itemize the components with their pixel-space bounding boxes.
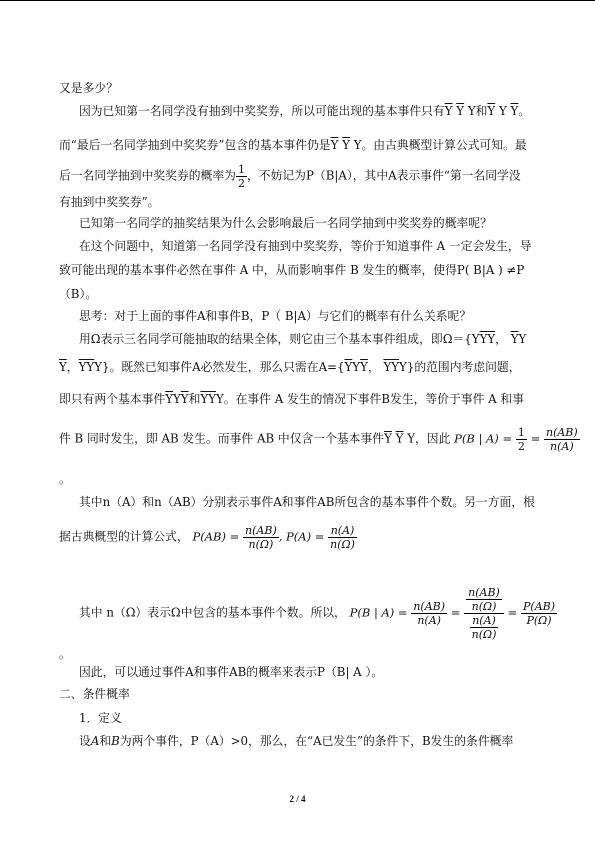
event-y: Y <box>353 138 362 152</box>
numerator: P(AB) <box>523 600 556 613</box>
event-ybar: $\overline{Y}$ <box>383 360 392 374</box>
fraction-nab-over-nomega <box>243 524 279 551</box>
event-ybar: $\overline{Y}$ <box>86 360 95 374</box>
event-ybar: $\overline{Y}$ <box>165 392 173 406</box>
text-line-17 <box>59 524 357 551</box>
text-line-19: 。 <box>59 647 71 661</box>
text: 因为已知第一名同学没有抽到中奖奖券，所以可能出现的基本事件只有 <box>79 104 445 118</box>
section-heading: 二、条件概率 <box>59 687 130 701</box>
text: 。 <box>518 104 531 118</box>
text: 。由古典概型计算公式可知。最 <box>361 138 527 152</box>
text-line-20: 因此，可以通过事件A和事件AB的概率来表示P（B| A ）。 <box>79 665 384 679</box>
text-line-16: 其中n（A）和n（AB）分别表示事件A和事件AB所包含的基本事件个数。另一方面，根 <box>79 495 535 509</box>
text-line-15: 。 <box>59 472 71 486</box>
text: 据古典概型的计算公式， <box>59 529 189 544</box>
denominator <box>464 614 504 641</box>
event-y: Y <box>471 332 480 346</box>
equals-sign: = <box>507 605 518 620</box>
denominator: n(Ω) <box>330 538 355 551</box>
event-ybar: $\overline{Y}$ <box>395 431 404 446</box>
text: 。在事件 A 发生的情况下事件B发生，等价于事件 A 和事 <box>223 392 525 406</box>
equals-sign: = <box>450 605 461 620</box>
event-ybar: $\overline{Y}$ <box>487 332 496 346</box>
numerator: n(A) <box>328 524 357 538</box>
compound-fraction <box>464 586 504 641</box>
formula-pab: P(AB) = <box>192 529 240 544</box>
denominator: n(Ω) <box>471 628 497 641</box>
text: ，不妨记为P（B|A），其中A表示事件“第一名同学没 <box>246 168 521 183</box>
page-number: 2 / 4 <box>289 794 306 804</box>
text: ， <box>367 360 380 374</box>
text-line-7: 在这个问题中，知道第一名同学没有抽到中奖奖券，等价于知道事件 A 一定会发生，导 <box>79 239 532 253</box>
event-y: Y <box>518 332 527 346</box>
formula-pba: P(B | A) = <box>349 605 408 620</box>
event-ybar: $\overline{Y}$ <box>479 332 488 346</box>
event-y: Y <box>467 104 476 118</box>
event-ybar: $\overline{Y}$ <box>200 392 209 406</box>
event-ybar: $\overline{Y}$ <box>180 392 189 406</box>
text: 和 <box>475 104 488 118</box>
formula-pa: , P(A) = <box>278 529 325 544</box>
text: 和 <box>188 392 201 406</box>
text: 其中 n（Ω）表示Ω中包含的基本事件个数。所以， <box>79 605 346 620</box>
event-ybar: $\overline{Y}$ <box>487 104 496 118</box>
numerator: 1 <box>517 426 525 439</box>
text-line-6: 已知第一名同学的抽奖结果为什么会影响最后一名同学抽到中奖奖券的概率呢？ <box>79 216 492 230</box>
event-ybar: $\overline{Y}$ <box>360 360 368 374</box>
text: 为两个事件，P（A）>0，那么，在“A已发生”的条件下，B发生的条件概率 <box>119 734 514 748</box>
event-ybar: $\overline{Y}$ <box>444 104 453 118</box>
event-y: Y <box>94 360 102 374</box>
numerator: n(A) <box>470 614 499 628</box>
event-ybar: $\overline{Y}$ <box>344 360 353 374</box>
equals-sign: = <box>530 431 541 446</box>
event-ybar: $\overline{Y}$ <box>456 104 465 118</box>
event-y: Y <box>352 360 361 374</box>
denominator: 2 <box>237 177 245 190</box>
text-line-10: 思考：对于上面的事件A和事件B，P（ B|A）与它们的概率有什么关系呢？ <box>79 309 472 323</box>
fraction-nab-over-na <box>544 426 580 453</box>
event-y: Y <box>399 360 407 374</box>
text-line-14 <box>59 426 580 453</box>
text: ， <box>495 332 507 346</box>
fraction-pab-over-pomega <box>521 600 557 627</box>
text-line-13 <box>59 391 524 407</box>
numerator: n(AB) <box>245 524 277 537</box>
text-line-11 <box>79 331 526 347</box>
event-ybar: $\overline{Y}$ <box>510 104 519 118</box>
fraction-nab-over-na <box>411 600 447 627</box>
text: }。既然已知事件A必然发生，那么只需在A={ <box>102 360 345 374</box>
text-line-1: 又是多少？ <box>59 81 118 95</box>
text: }的范围内考虑问题， <box>406 360 521 374</box>
text: 件 B 同时发生，即 AB 发生。而事件 AB 中仅含一个基本事件 <box>59 431 385 446</box>
event-y: Y <box>407 431 415 446</box>
denominator: n(A) <box>550 440 574 453</box>
event-y: Y <box>215 392 224 406</box>
text: 而“最后一名同学抽到中奖奖券”包含的基本事件仍是 <box>59 138 331 152</box>
event-a: A <box>90 734 100 748</box>
text-line-18 <box>79 586 557 641</box>
text: 设 <box>79 734 91 748</box>
text-line-8: 致可能出现的基本事件必然在事件 A 中，从而影响事件 B 发生的概率，使得P( B|A ) ≠P <box>59 263 525 277</box>
event-ybar: $\overline{Y}$ <box>391 360 400 374</box>
event-ybar: $\overline{Y}$ <box>78 360 87 374</box>
numerator <box>464 586 504 614</box>
text: 用Ω表示三名同学可能抽取的结果全体，则它由三个基本事件组成，即Ω＝{ <box>79 332 472 346</box>
text-line-2 <box>79 103 530 119</box>
text-line-23 <box>79 733 513 749</box>
numerator: 1 <box>237 163 245 176</box>
event-b: B <box>111 734 120 748</box>
fraction-na-over-nomega <box>328 524 357 551</box>
text-line-4 <box>59 163 521 190</box>
subsection-heading: 1．定义 <box>79 711 122 725</box>
text-line-12 <box>59 359 521 375</box>
denominator: n(A) <box>417 614 441 627</box>
fraction-nab-over-nomega <box>466 586 502 613</box>
denominator: n(Ω) <box>248 538 274 551</box>
formula-pba: P(B | A) = <box>454 431 513 446</box>
text: ， <box>66 360 79 374</box>
fraction-na-over-nomega <box>470 614 499 641</box>
denominator: 2 <box>517 440 525 453</box>
event-ybar: $\overline{Y}$ <box>330 138 339 152</box>
denominator: P(Ω) <box>526 614 552 627</box>
text-line-5: 有抽到中奖奖券”。 <box>59 195 160 209</box>
event-ybar: $\overline{Y}$ <box>208 392 216 406</box>
text: 即只有两个基本事件 <box>59 392 166 406</box>
fraction-one-half <box>516 426 527 453</box>
numerator: n(AB) <box>413 600 446 613</box>
text: 后一名同学抽到中奖奖券的概率为 <box>59 168 236 183</box>
top-rule <box>0 0 595 1</box>
text: 和 <box>99 734 112 748</box>
denominator: n(Ω) <box>471 600 497 613</box>
event-ybar: $\overline{Y}$ <box>59 360 67 374</box>
fraction-one-half <box>236 163 247 190</box>
text: ，因此 <box>414 431 451 446</box>
event-ybar: $\overline{Y}$ <box>384 431 392 446</box>
event-y: Y <box>172 392 181 406</box>
text-line-3 <box>59 137 527 153</box>
event-y: Y <box>498 104 507 118</box>
numerator: n(AB) <box>545 426 578 439</box>
text-line-9: （B）。 <box>59 287 98 301</box>
numerator: n(AB) <box>468 586 500 599</box>
event-ybar: $\overline{Y}$ <box>510 332 519 346</box>
event-ybar: $\overline{Y}$ <box>342 138 350 152</box>
